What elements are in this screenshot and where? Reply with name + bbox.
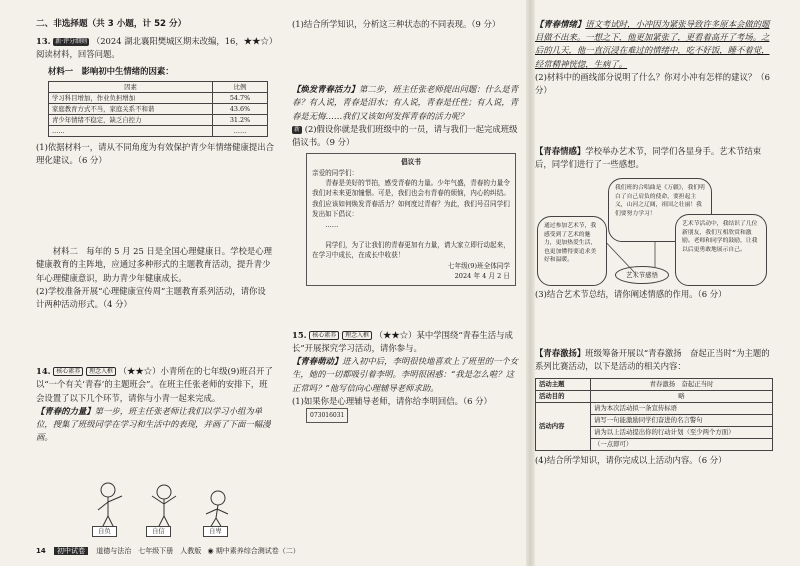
question-code: 073016031 (306, 408, 348, 423)
table-cell: 青春激扬 奋起正当时 (591, 378, 773, 390)
q13-sub1: (1)依据材料一，请从不同角度为有效保护青少年情绪健康提出合理化建议。（6 分） (36, 141, 274, 166)
q15-part3 (535, 347, 775, 373)
table-row (49, 103, 268, 114)
course-info: 道德与法治 七年级下册 人教版 (96, 547, 202, 555)
q15-stem (292, 329, 522, 355)
q14-part2-text: 第二步，班主任张老师提出问题：什么是青春？有人说，青春是泪水；有人说，青春是任性；有人说，青春是无悔……我们又该如何发挥青春的活力呢？ (292, 84, 519, 121)
factor-table (48, 81, 268, 137)
cloud-right: 艺术节活动中，我结识了几位新朋友，我们互相欣赏和激励。老师和同学的鼓励，让我以后更勇敢地展示自己。 (675, 214, 767, 286)
table-cell: （一点即可） (591, 438, 773, 450)
table-cell: 青少年情绪不稳定，缺乏自控力 (49, 114, 213, 125)
exam-title: 期中素养综合测试卷（二） (215, 547, 300, 555)
center-oval: 艺术节感悟 (615, 266, 669, 284)
material2: 材料二 每年的 5 月 25 日是全国心理健康日。学校是心理健康教育的主阵地，应通过多种形式的主题教育活动，提升青少年心理健康意识，助力青少年健康成长。 (36, 246, 273, 283)
footer-bar (36, 546, 774, 558)
series-badge: 初中试卷 (54, 547, 88, 555)
table-cell: 请为以上活动提出你的行动计划（至少两个方面） (591, 426, 773, 438)
q15-part-text: 进入初中后，李明很快地喜欢上了班里的一个女生，她的一切都吸引着李明。李明很困惑：“我是怎么啦？这正常吗？”他写信向心理辅导老师求助。 (292, 356, 519, 393)
q15-part1-text: 语文考试时，小冲因为紧张导致许多原本会做的题目做不出来。一想之下，他更加紧张了，更看着高开了考场。之后的几天，他一直沉浸在难过的情绪中，吃不好饭，睡不着觉，经常精神恍惚，生病了。 (535, 19, 770, 69)
figure-head (157, 485, 171, 499)
table-cell: 54.7% (213, 92, 268, 103)
cartoon-label: 自信 (146, 526, 171, 537)
q15-sub1: (1)如果你是心理辅导老师，请你给李明回信。（6 分） (292, 395, 492, 406)
q14-text: （★★☆）小青所在的七年级(9)班召开了以“一个有关‘青春’的主题班会”。在班主任张老师的安排下，班会设置了以下几个环节，请你与小青一起来完成。 (36, 366, 273, 403)
proposal-title: 倡议书 (401, 158, 421, 167)
q15-sub3: (3)结合艺术节总结，请你阐述情感的作用。（6 分） (535, 289, 727, 299)
q14-tag1: 核心素养 (53, 367, 83, 376)
figure-body (152, 496, 176, 528)
material1-title: 材料一 影响初中生情绪的因素： (48, 65, 174, 76)
table-row (49, 92, 268, 103)
answer-space (535, 301, 775, 347)
q13-source: （2024 湖北襄阳樊城区期末改编，16，★★☆）阅读材料，回答问题。 (36, 36, 274, 60)
table-cell: 活动内容 (536, 402, 591, 450)
table-header: 因素 (49, 81, 213, 92)
table-cell: 活动主题 (536, 378, 591, 390)
q15-sub2: (2)材料中的画线部分说明了什么？你对小冲有怎样的建议？（6 分） (535, 71, 770, 96)
q15-tag1: 核心素养 (309, 331, 339, 340)
q14-part (36, 405, 274, 445)
table-cell: 略 (591, 390, 773, 402)
q15-tag2: 理念入框 (342, 331, 372, 340)
table-cell: 43.6% (213, 103, 268, 114)
answer-space (36, 167, 274, 245)
q14-number: 14. (36, 366, 51, 377)
table-cell: 家庭教育方式不当，家庭关系不和谐 (49, 103, 213, 114)
table-header-row (49, 81, 268, 92)
table-row (49, 114, 268, 125)
figure-head (211, 491, 225, 505)
q14-sub2-text: (2)假设你就是我们班级中的一员，请与我们一起完成班级倡议书。（9 分） (292, 123, 518, 148)
proposal-signer: 七年级(9)班全体同学 (447, 261, 510, 270)
table-cell: 学习科目增加，作业负担增加 (49, 92, 213, 103)
table-row (536, 402, 773, 414)
column-right (535, 18, 775, 172)
table-cell: …… (213, 125, 268, 136)
q15-part1-title: 【青春情绪】 (535, 19, 586, 29)
table-cell: …… (49, 125, 213, 136)
bullet-icon: ◉ (207, 547, 214, 555)
q15-sub4: (4)结合所学知识，请你完成以上活动内容。（6 分） (535, 454, 727, 465)
answer-space (535, 97, 775, 145)
figure-body (98, 496, 122, 528)
table-row (536, 390, 773, 402)
proposal-date: 2024 年 4 月 2 日 (454, 272, 510, 281)
page-number: 14 (36, 547, 46, 555)
q13-tag: 新·评分细则 (55, 38, 88, 46)
table-row (536, 378, 773, 390)
proposal-closing: 同学们，为了让我们的青春更加有力量，请大家立即行动起来，在学习中成长，在成长中收获！ (312, 241, 510, 260)
proposal-box (306, 153, 516, 285)
q14-sub2-tag: 新 (294, 125, 301, 133)
figure-body (206, 505, 228, 528)
q14-stem (36, 365, 274, 405)
q15-part1 (535, 18, 775, 71)
q14-tag2: 理念入框 (86, 367, 116, 376)
q15-part2 (535, 145, 775, 171)
table-cell: 活动目的 (536, 390, 591, 402)
column-right-lower (535, 288, 775, 467)
answer-space (292, 289, 522, 329)
q15-part3-title: 【青春激扬】 (535, 348, 586, 359)
cartoon-label: 自负 (92, 526, 117, 537)
q14-sub2 (292, 123, 522, 149)
cartoon-label: 自卑 (203, 526, 228, 537)
q13-stem (36, 35, 274, 61)
q15-number: 15. (292, 329, 307, 340)
table-header: 比例 (213, 81, 268, 92)
cloud-left: 通过参加艺术节，我感受到了艺术的魅力，更加热爱生活，也更加懂得要追求美好和温暖。 (537, 216, 607, 286)
table-cell: 请为本次活动拟一条宣传标语 (591, 402, 773, 414)
q15-part2-title: 【青春情感】 (535, 146, 586, 157)
section-title: 二、非选择题（共 3 小题，计 52 分） (36, 19, 187, 29)
proposal-greeting: 亲爱的同学们： (312, 168, 359, 177)
proposal-body: 青春是美好的节拍，感受青春的力量。少年气盛，青春的力量令我们对未来更加憧憬。可是，我们也会有青春的烦恼，内心的纠结。我们应该如何焕发青春活力？如何度过青春？为此，我们号召同学们发出如下倡议： (312, 179, 510, 219)
proposal-ellipsis: …… (325, 220, 339, 229)
activity-table (535, 378, 773, 451)
q14-part2-title: 【焕发青春活力】 (292, 84, 359, 95)
column-middle (292, 18, 522, 423)
book-spine (526, 0, 535, 566)
cloud-top: 我们班的合唱曲是《万疆》，我们明白了自己肩负的使命，要担起主义，山河之辽阔，祖国之壮丽！我们要努力学习！ (608, 178, 712, 242)
answer-space (292, 31, 522, 83)
q14-part-title: 【青春的力量】 (36, 405, 95, 416)
q13-number: 13. (36, 36, 51, 47)
q13-sub2: (2)学校准备开展“心理健康宣传周”主题教育系列活动，请你设计两种活动形式。（4 分） (36, 285, 266, 310)
q15-part (292, 355, 522, 395)
q15-part3-text: 班级筹备开展以“青春激扬 奋起正当时”为主题的系列比赛活动，以下是活动的相关内容： (535, 348, 770, 372)
q14-sub1: (1)结合所学知识，分析这三种状态的不同表现。（9 分） (292, 19, 501, 29)
q15-text: （★★☆）某中学围绕“青春生活与成长”开展探究学习活动，请你参与。 (292, 329, 513, 353)
q15-part-title: 【青春萌动】 (292, 356, 343, 367)
answer-space (36, 311, 274, 365)
column-left (36, 18, 274, 444)
q14-part-text: 第一步，班主任张老师让我们以学习小组为单位，搜集了班级同学在学习和生活中的表现，并画了下面一幅漫画。 (36, 405, 271, 443)
table-cell: 31.2% (213, 114, 268, 125)
table-cell: 请写一句能激励同学们奋进的名言警句 (591, 414, 773, 426)
figure-head (101, 483, 115, 497)
q14-part2 (292, 83, 522, 123)
table-row (49, 125, 268, 136)
q15-part2-text: 学校举办艺术节，同学们各显身手。艺术节结束后，同学们进行了一些感想。 (535, 146, 762, 170)
